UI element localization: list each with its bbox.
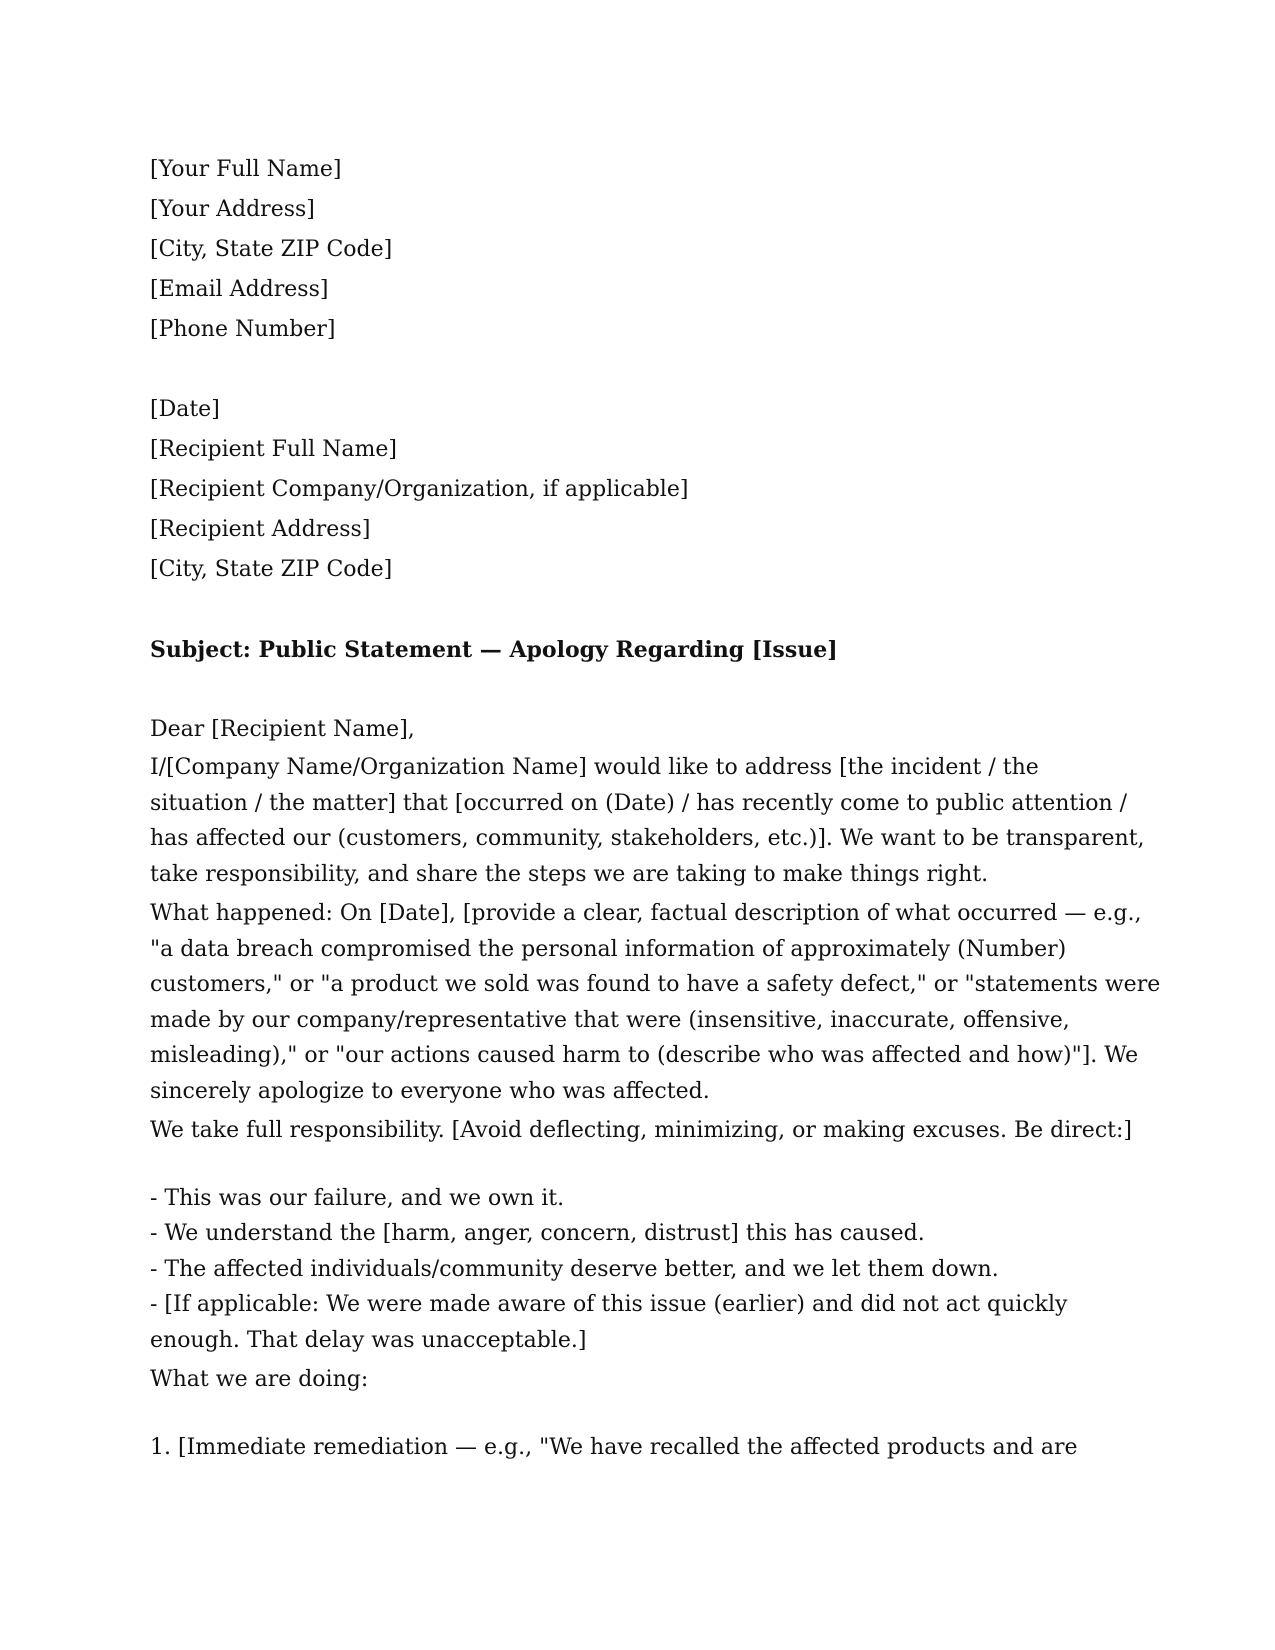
sender-block — [150, 150, 1130, 350]
letter-date: [Date] — [150, 397, 220, 422]
doing-heading: What we are doing: — [150, 1367, 369, 1392]
sender-email: [Email Address] — [150, 277, 329, 302]
what-happened-paragraph — [150, 896, 1161, 1109]
recipient-company: [Recipient Company/Organization, if applicable] — [150, 477, 689, 502]
happened-line: misleading)," or "our actions caused harm to (describe who was affected and how)"]. We — [150, 1043, 1139, 1068]
happened-line: made by our company/representative that were (insensitive, inaccurate, offensive, — [150, 1007, 1070, 1033]
bullet-line: - We understand the [harm, anger, concern, distrust] this has caused. — [150, 1221, 925, 1246]
salutation: Dear [Recipient Name], — [150, 717, 415, 742]
recipient-name: [Recipient Full Name] — [150, 437, 397, 462]
happened-line: customers," or "a product we sold was found to have a safety defect," or "statements were — [150, 972, 1161, 997]
bullet-line: - The affected individuals/community deserve better, and we let them down. — [150, 1256, 999, 1282]
sender-phone: [Phone Number] — [150, 317, 336, 342]
numbered-list — [150, 1430, 1130, 1466]
doing-heading-paragraph — [150, 1362, 1130, 1398]
letter-page — [150, 150, 1161, 1469]
recipient-city: [City, State ZIP Code] — [150, 557, 393, 582]
numbered-line: 1. [Immediate remediation — e.g., "We have recalled the affected products and are — [150, 1434, 1078, 1460]
sender-name: [Your Full Name] — [150, 157, 342, 182]
recipient-address: [Recipient Address] — [150, 517, 371, 542]
responsibility-line: We take full responsibility. [Avoid deflecting, minimizing, or making excuses. Be direct:] — [150, 1118, 1132, 1143]
intro-line: I/[Company Name/Organization Name] would like to address [the incident / the — [150, 755, 1039, 780]
sender-address: [Your Address] — [150, 197, 315, 222]
bullet-line: - This was our failure, and we own it. — [150, 1185, 565, 1211]
happened-line: What happened: On [Date], [provide a clear, factual description of what occurred — e.g., — [150, 901, 1142, 926]
recipient-block — [150, 430, 1130, 590]
happened-line: sincerely apologize to everyone who was affected. — [150, 1078, 710, 1104]
intro-paragraph — [150, 750, 1145, 892]
intro-line: situation / the matter] that [occurred on (Date) / has recently come to public attention / — [150, 790, 1128, 816]
bullet-line: enough. That delay was unacceptable.] — [150, 1327, 587, 1353]
intro-line: take responsibility, and share the steps we are taking to make things right. — [150, 861, 989, 887]
subject-line: Subject: Public Statement — Apology Regarding [Issue] — [150, 637, 838, 663]
responsibility-paragraph — [150, 1113, 1130, 1149]
intro-line: has affected our (customers, community, stakeholders, etc.)]. We want to be transparent, — [150, 826, 1145, 851]
happened-line: "a data breach compromised the personal information of approximately (Number) — [150, 936, 1067, 962]
responsibility-bullets — [150, 1181, 1130, 1359]
sender-city: [City, State ZIP Code] — [150, 237, 393, 262]
bullet-line: - [If applicable: We were made aware of this issue (earlier) and did not act quickly — [150, 1292, 1068, 1317]
